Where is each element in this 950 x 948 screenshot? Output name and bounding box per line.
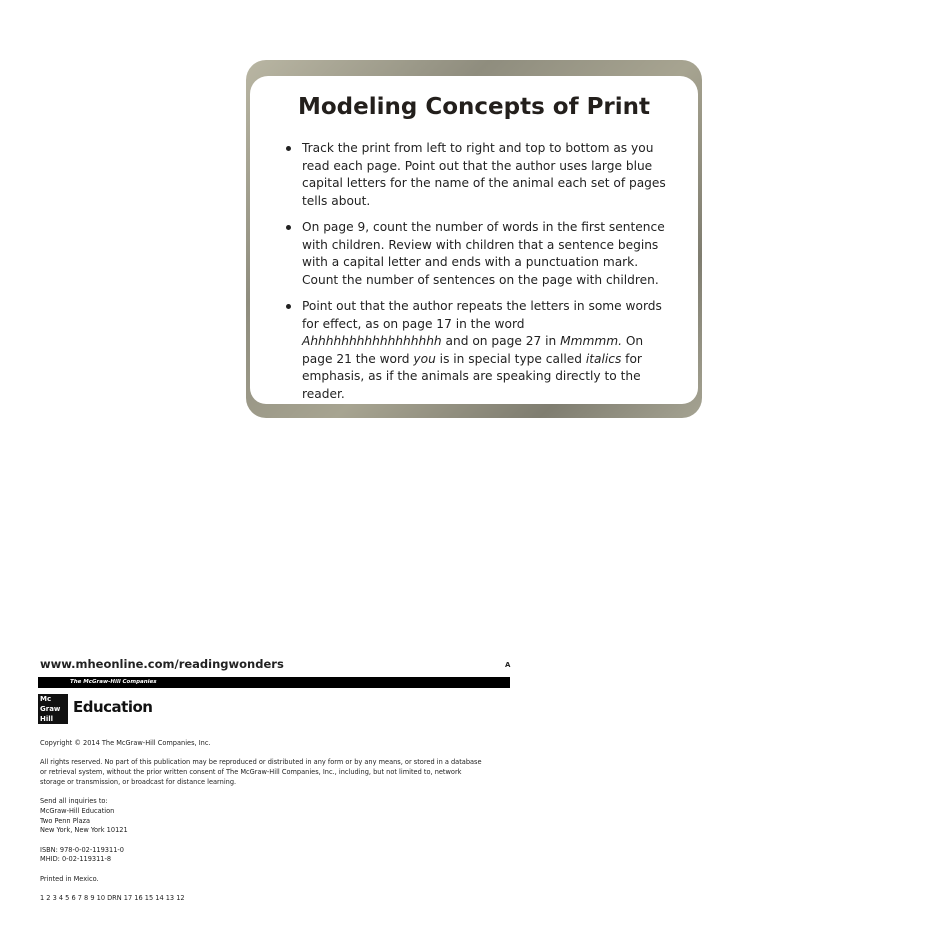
card-body <box>250 76 698 404</box>
bullet-text: Point out that the author repeats the letters in some words for effect, as on page 17 in the word <box>302 298 662 331</box>
bullet-text: Track the print from left to right and top to bottom as you read each page. Point out that the author uses large blue capital letters for the name of the animal each set of pages tells about. <box>302 141 666 208</box>
concepts-of-print-card <box>246 60 702 418</box>
inquiry-line: Two Penn Plaza <box>40 817 91 825</box>
bullet-dot-icon <box>286 304 291 309</box>
publisher-bar <box>38 677 510 688</box>
inquiry-line: New York, New York 10121 <box>40 826 128 834</box>
publisher-bar-text: The McGraw-Hill Companies <box>70 679 157 685</box>
logo-wordmark: Education <box>73 698 153 716</box>
inquiry-line: McGraw-Hill Education <box>40 807 115 815</box>
page-letter: A <box>505 661 511 669</box>
mcgraw-hill-logo-icon: Mc Graw Hill <box>38 694 68 724</box>
bullet-text: for emphasis, as if the animals are speaking directly to the reader. <box>302 351 642 401</box>
bullet-italic: you <box>413 351 436 366</box>
rights-line: storage or transmission, or broadcast for distance learning. <box>40 778 237 786</box>
bullet-text: On page 9, count the number of words in the first sentence with children. Review with children that a sentence begins with a capital letter and ends with a punctuation mark. Count the number of sentences on the page with children. <box>302 219 665 287</box>
mhid: MHID: 0-02-119311-8 <box>40 855 112 863</box>
rights-line: or retrieval system, without the prior written consent of The McGraw-Hill Companies, Inc., including, but not limited to, network <box>40 768 462 776</box>
bullet-dot-icon <box>286 225 291 230</box>
bullet-text: On page 21 the word <box>302 334 644 366</box>
card-title: Modeling Concepts of Print <box>297 94 651 120</box>
bullet-item <box>286 140 666 210</box>
bullet-text: and on page 27 in <box>441 334 561 349</box>
bullet-italic: italics <box>585 351 622 366</box>
website-url: www.mheonline.com/readingwonders <box>40 657 284 671</box>
bullet-item <box>286 298 666 404</box>
bullet-dot-icon <box>286 146 291 151</box>
isbn: ISBN: 978-0-02-119311-0 <box>40 846 124 854</box>
bullet-italic: Ahhhhhhhhhhhhhhhhh <box>302 334 442 349</box>
print-line: 1 2 3 4 5 6 7 8 9 10 DRN 17 16 15 14 13 12 <box>40 894 185 902</box>
bullet-list <box>286 140 666 412</box>
copyright-line: Copyright © 2014 The McGraw-Hill Companies, Inc. <box>40 739 211 747</box>
printed-in: Printed in Mexico. <box>40 875 99 883</box>
bullet-item <box>286 219 666 289</box>
rights-line: All rights reserved. No part of this publication may be reproduced or distributed in any form or by any means, or stored in a database <box>40 758 482 766</box>
bullet-text: is in special type called <box>435 351 586 366</box>
inquiry-line: Send all inquiries to: <box>40 797 108 805</box>
bullet-italic: Mmmmm. <box>560 334 622 349</box>
